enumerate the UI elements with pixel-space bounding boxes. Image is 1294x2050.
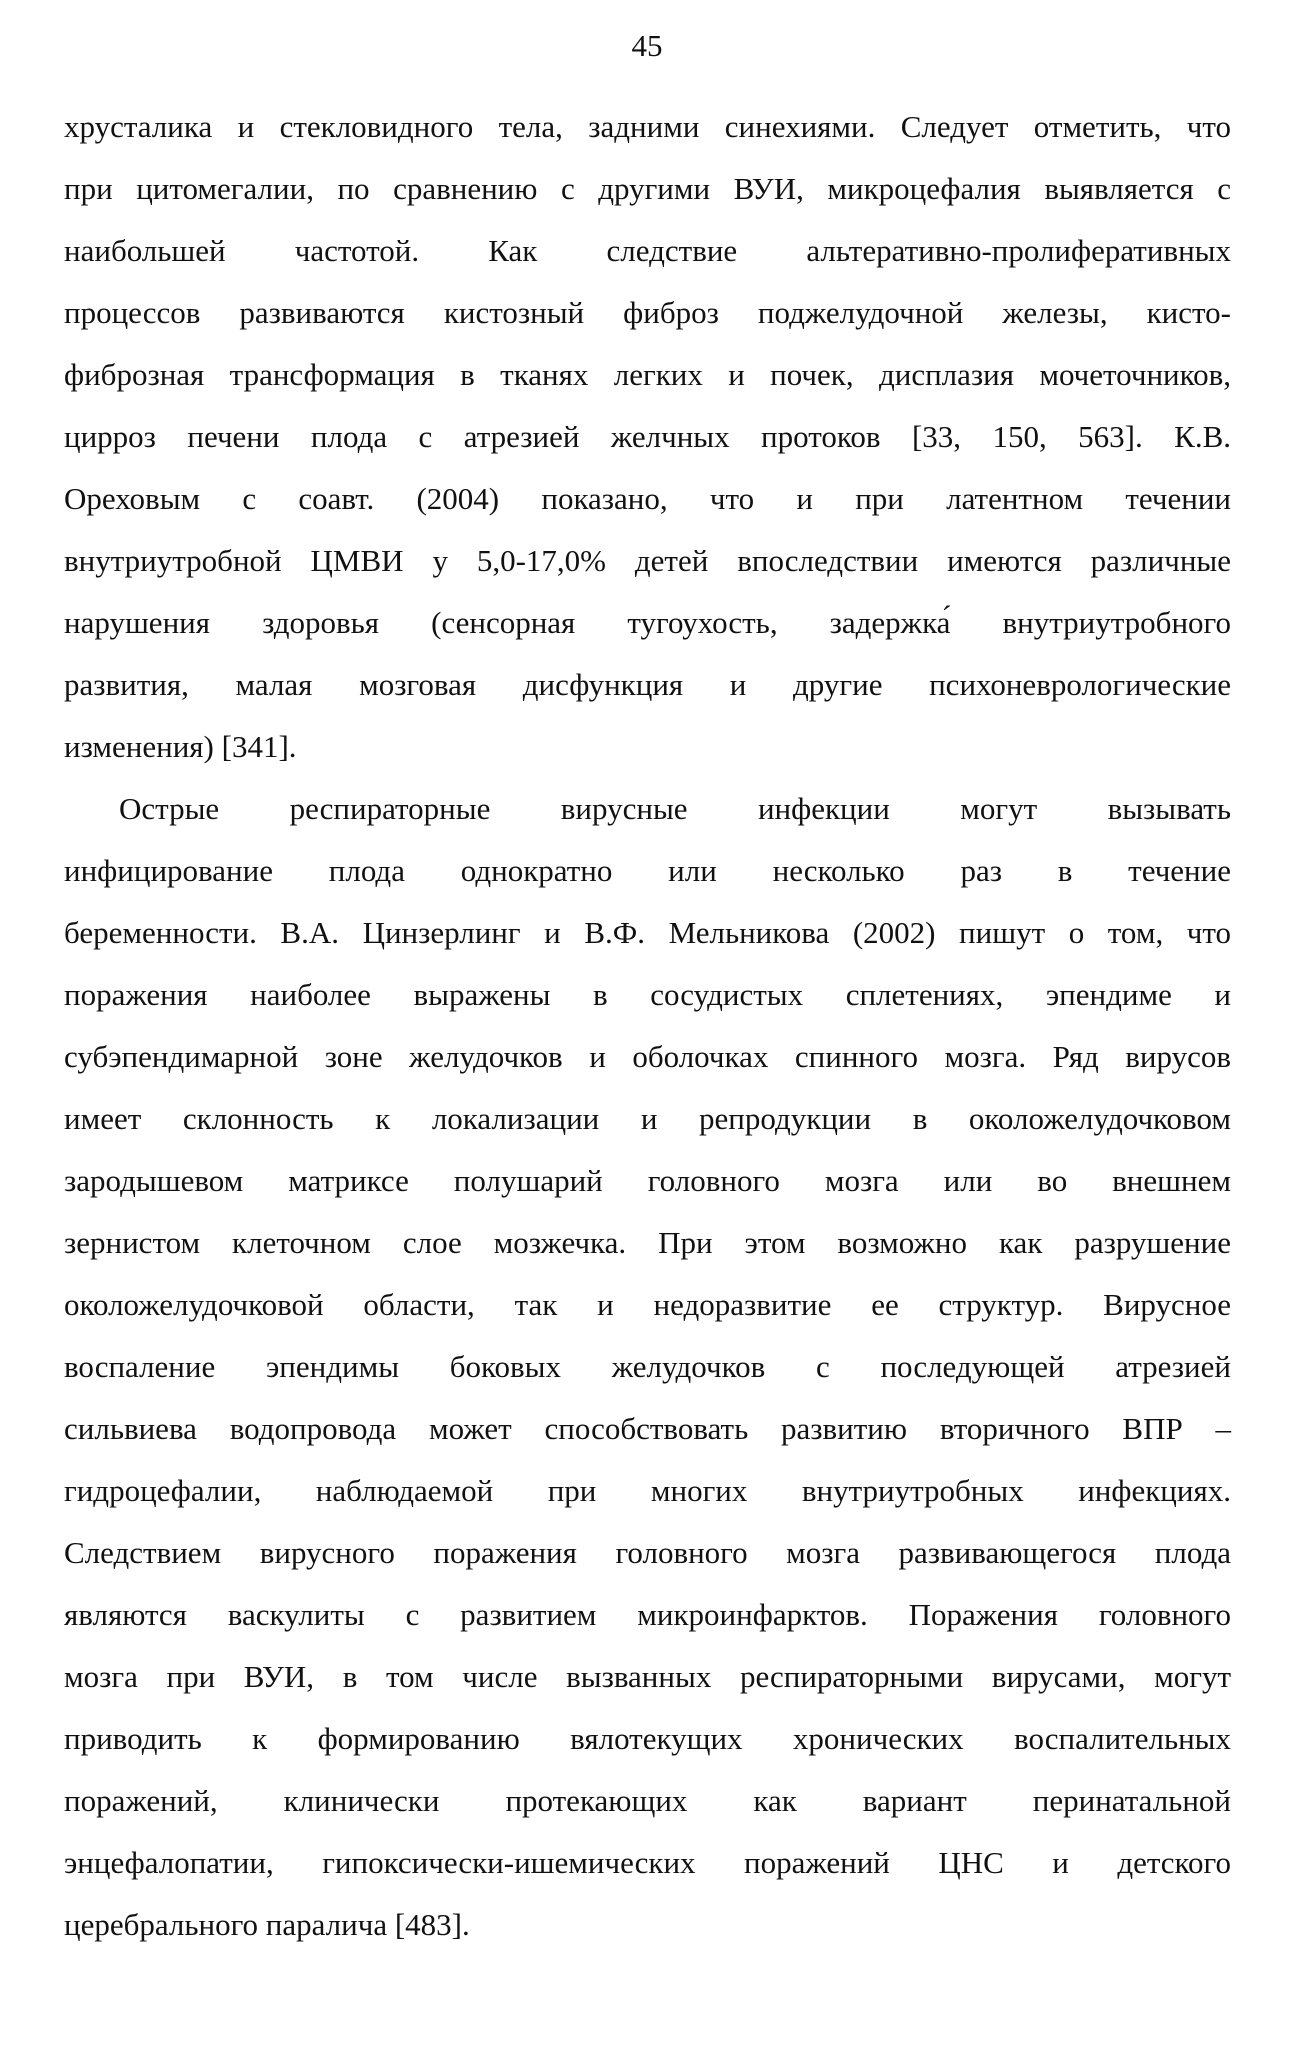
text-line: хрусталика и стекловидного тела, задними синехиями. Следует отметить, что [64,109,1231,144]
text-line: приводить к формированию вялотекущих хронических воспалительных [64,1721,1231,1756]
text-line: церебрального паралича [483]. [64,1907,470,1942]
text-line: внутриутробной ЦМВИ у 5,0-17,0% детей впоследствии имеются различные [64,543,1231,578]
text-line: развития, малая мозговая дисфункция и другие психоневрологические [64,667,1231,702]
paragraph-1 [64,96,1231,778]
text-line: при цитомегалии, по сравнению с другими ВУИ, микроцефалия выявляется с [64,171,1231,206]
document-body [64,96,1231,1956]
text-line: гидроцефалии, наблюдаемой при многих внутриутробных инфекциях. [64,1473,1231,1508]
text-line: энцефалопатии, гипоксически-ишемических поражений ЦНС и детского [64,1845,1231,1880]
text-line: околожелудочковой области, так и недоразвитие ее структур. Вирусное [64,1287,1231,1322]
text-line: изменения) [341]. [64,729,297,764]
text-line: зародышевом матриксе полушарий головного мозга или во внешнем [64,1163,1231,1198]
text-line: инфицирование плода однократно или несколько раз в течение [64,853,1231,888]
text-line: поражения наиболее выражены в сосудистых сплетениях, эпендиме и [64,977,1231,1012]
text-line: цирроз печени плода с атрезией желчных протоков [33, 150, 563]. К.В. [64,419,1231,454]
text-line: наибольшей частотой. Как следствие альтеративно-пролиферативных [64,233,1231,268]
text-line: беременности. В.А. Цинзерлинг и В.Ф. Мельникова (2002) пишут о том, что [64,915,1231,950]
text-line: воспаление эпендимы боковых желудочков с последующей атрезией [64,1349,1231,1384]
text-line: сильвиева водопровода может способствовать развитию вторичного ВПР – [64,1411,1231,1446]
text-line: Следствием вирусного поражения головного мозга развивающегося плода [64,1535,1231,1570]
text-line: субэпендимарной зоне желудочков и оболочках спинного мозга. Ряд вирусов [64,1039,1231,1074]
text-line: Ореховым с соавт. (2004) показано, что и при латентном течении [64,481,1231,516]
text-line: нарушения здоровья (сенсорная тугоухость, задержка́ внутриутробного [64,605,1231,640]
text-line: фиброзная трансформация в тканях легких и почек, дисплазия мочеточников, [64,357,1231,392]
text-line: поражений, клинически протекающих как вариант перинатальной [64,1783,1231,1818]
text-line: процессов развиваются кистозный фиброз поджелудочной железы, кисто- [64,295,1231,330]
page-number: 45 [631,28,663,63]
paragraph-2 [64,778,1231,1956]
text-line: мозга при ВУИ, в том числе вызванных респираторными вирусами, могут [64,1659,1231,1694]
text-line: являются васкулиты с развитием микроинфарктов. Поражения головного [64,1597,1231,1632]
text-line: Острые респираторные вирусные инфекции могут вызывать [119,791,1231,826]
text-line: имеет склонность к локализации и репродукции в околожелудочковом [64,1101,1231,1136]
text-line: зернистом клеточном слое мозжечка. При этом возможно как разрушение [64,1225,1231,1260]
